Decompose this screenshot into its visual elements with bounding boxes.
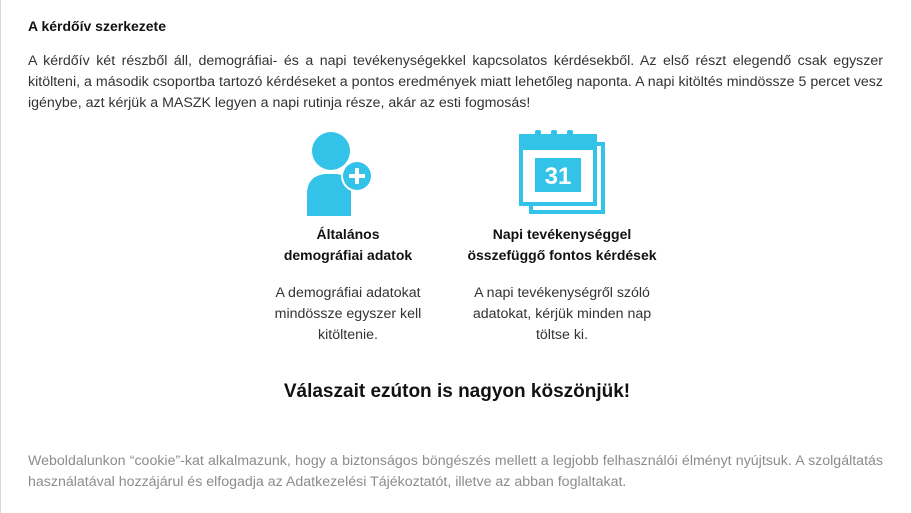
section-title: A kérdőív szerkezete (28, 18, 166, 34)
feature-daily (457, 128, 667, 343)
cookie-notice: Weboldalunkon “cookie”-kat alkalmazunk, hogy a biztonságos böngészés mellett a legjobb felhasználói élményt nyújtsuk. A szolgáltatás használatával hozzájárul és elfogadja az Adatkezelési Tájékoztatót, illetve az abban foglaltakat. (28, 453, 883, 490)
feature-demographic-description: A demográfiai adatokat mindössze egyszer kell kitöltenie. (274, 285, 422, 343)
feature-demographic-title: Általános demográfiai adatok (283, 226, 413, 263)
thanks-message: Válaszait ezúton is nagyon köszönjük! (283, 381, 631, 402)
intro-paragraph: A kérdőív két részből áll, demográfiai- és a napi tevékenységekkel kapcsolatos kérdésekből. Az első részt elegendő csak egyszer kitölteni, a második csoportba tartozó kérdéseket a pontos eredmények miatt lehetőleg naponta. A napi kitöltés mindössze 5 percet vesz igénybe, azt kérjük a MASZK legyen a napi rutinja része, akár az esti fogmosás! (28, 53, 883, 111)
calendar-icon (457, 128, 667, 216)
feature-daily-description: A napi tevékenységről szóló adatokat, kérjük minden nap töltse ki. (472, 285, 652, 343)
feature-demographic (243, 128, 453, 343)
user-add-icon (243, 128, 453, 216)
features-row (1, 128, 912, 358)
feature-daily-title: Napi tevékenységgel összefüggő fontos kérdések (467, 226, 657, 263)
calendar-day-number: 31 (544, 163, 572, 190)
